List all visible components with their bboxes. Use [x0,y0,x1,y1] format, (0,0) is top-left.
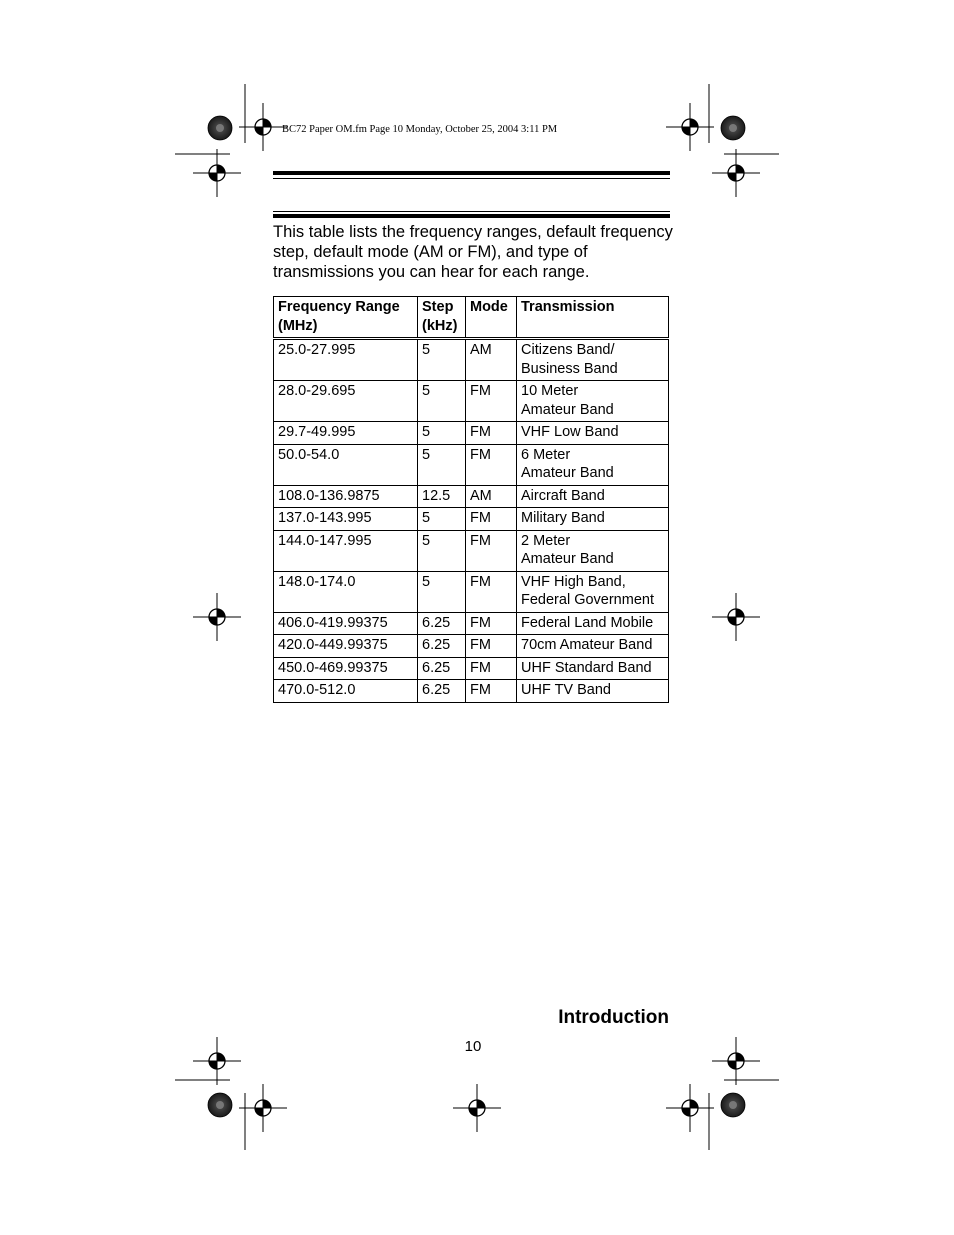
cell-step: 6.25 [418,612,466,635]
cell-transmission: 10 Meter Amateur Band [517,381,669,422]
cell-step: 5 [418,571,466,612]
top-rule-thick [273,171,670,175]
header-mode: Mode [466,297,517,339]
cell-mode: FM [466,508,517,531]
cell-mode: FM [466,444,517,485]
header-frequency-range: Frequency Range (MHz) [274,297,418,339]
cell-transmission: UHF TV Band [517,680,669,703]
cell-mode: AM [466,485,517,508]
page-number: 10 [464,1038,482,1055]
cell-step: 5 [418,508,466,531]
cell-mode: FM [466,530,517,571]
table-header-row [274,297,669,339]
cell-step: 5 [418,381,466,422]
section-title: Introduction [558,1007,669,1028]
cell-frequency-range: 470.0-512.0 [274,680,418,703]
header-step: Step (kHz) [418,297,466,339]
cell-frequency-range: 406.0-419.99375 [274,612,418,635]
cell-mode: FM [466,381,517,422]
frequency-table [273,296,669,703]
table-row [274,657,669,680]
cell-frequency-range: 137.0-143.995 [274,508,418,531]
cell-frequency-range: 420.0-449.99375 [274,635,418,658]
table-row [274,444,669,485]
table-row [274,485,669,508]
table-row [274,508,669,531]
cell-frequency-range: 25.0-27.995 [274,339,418,381]
intro-paragraph: This table lists the frequency ranges, default frequency step, default mode (AM or FM), and type of transmissions you can hear for each range. [273,223,673,281]
table-row [274,530,669,571]
cell-step: 6.25 [418,657,466,680]
table-row [274,381,669,422]
cell-step: 5 [418,422,466,445]
cell-step: 6.25 [418,635,466,658]
cell-mode: FM [466,635,517,658]
cell-transmission: Citizens Band/ Business Band [517,339,669,381]
cell-transmission: 6 Meter Amateur Band [517,444,669,485]
header-transmission: Transmission [517,297,669,339]
cell-transmission: Aircraft Band [517,485,669,508]
cell-transmission: Federal Land Mobile [517,612,669,635]
cell-step: 6.25 [418,680,466,703]
cell-transmission: UHF Standard Band [517,657,669,680]
cell-transmission: 70cm Amateur Band [517,635,669,658]
cell-transmission: VHF High Band, Federal Government [517,571,669,612]
top-rule-thin [273,178,670,179]
cell-mode: FM [466,422,517,445]
table-row [274,339,669,381]
table-row [274,635,669,658]
section-rule-thick [273,214,670,218]
cell-mode: FM [466,680,517,703]
cell-frequency-range: 148.0-174.0 [274,571,418,612]
cell-step: 5 [418,530,466,571]
cell-frequency-range: 28.0-29.695 [274,381,418,422]
cell-frequency-range: 108.0-136.9875 [274,485,418,508]
cell-transmission: VHF Low Band [517,422,669,445]
cell-frequency-range: 450.0-469.99375 [274,657,418,680]
cell-mode: FM [466,571,517,612]
cell-step: 5 [418,444,466,485]
file-info-header: BC72 Paper OM.fm Page 10 Monday, October 25, 2004 3:11 PM [282,124,558,135]
table-row [274,422,669,445]
section-rule-thin [273,211,670,212]
cell-frequency-range: 50.0-54.0 [274,444,418,485]
cell-frequency-range: 144.0-147.995 [274,530,418,571]
cell-step: 5 [418,339,466,381]
cell-mode: AM [466,339,517,381]
table-row [274,680,669,703]
cell-step: 12.5 [418,485,466,508]
cell-frequency-range: 29.7-49.995 [274,422,418,445]
cell-mode: FM [466,612,517,635]
cell-transmission: Military Band [517,508,669,531]
cell-transmission: 2 Meter Amateur Band [517,530,669,571]
cell-mode: FM [466,657,517,680]
table-row [274,612,669,635]
table-row [274,571,669,612]
